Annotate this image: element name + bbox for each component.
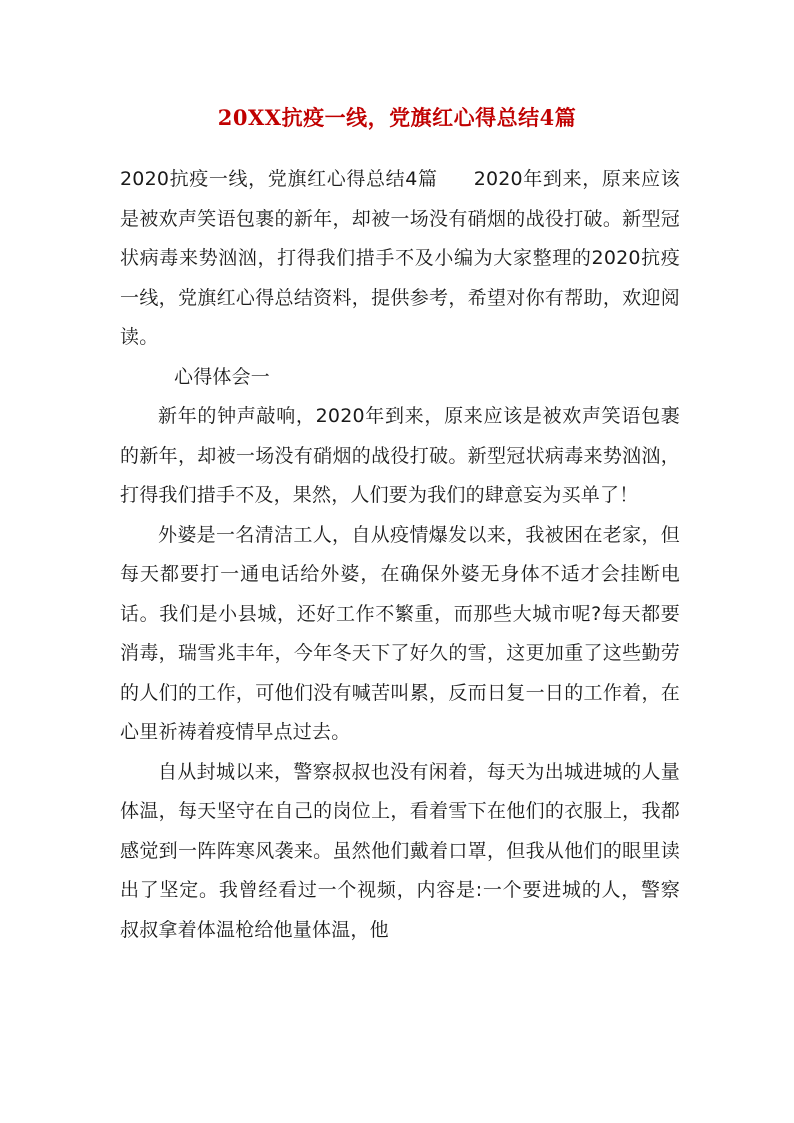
intro-lead-text: 2020抗疫一线，党旗红心得总结4篇 (120, 168, 438, 190)
body-paragraph-3: 自从封城以来，警察叔叔也没有闲着，每天为出城进城的人量体温，每天坚守在自己的岗位上，看着雪下在他们的衣服上，我都感觉到一阵阵寒风袭来。虽然他们戴着口罩，但我从他们的眼里读出了坚定。我曾经看过一个视频，内容是:一个要进城的人，警察叔叔拿着体温枪给他量体温，他 (120, 760, 680, 941)
document-title: 20XX抗疫一线，党旗红心得总结4篇 (217, 105, 577, 130)
document-body (120, 160, 680, 950)
intro-paragraph (120, 160, 680, 358)
body-paragraph-1: 新年的钟声敲响，2020年到来，原来应该是被欢声笑语包裹的新年，却被一场没有硝烟的战役打破。新型冠状病毒来势汹汹，打得我们措手不及，果然，人们要为我们的肆意妄为买单了！ (120, 405, 680, 506)
body-paragraph-2: 外婆是一名清洁工人，自从疫情爆发以来，我被困在老家，但每天都要打一通电话给外婆，在确保外婆无身体不适才会挂断电话。我们是小县城，还好工作不繁重，而那些大城市呢?每天都要消毒，瑞雪兆丰年，今年冬天下了好久的雪，这更加重了这些勤劳的人们的工作，可他们没有喊苦叫累，反而日复一日的工作着，在心里祈祷着疫情早点过去。 (120, 523, 680, 743)
section-heading: 心得体会一 (174, 365, 271, 388)
intro-rest-text: 2020年到来，原来应该是被欢声笑语包裹的新年，却被一场没有硝烟的战役打破。新型冠状病毒来势汹汹，打得我们措手不及小编为大家整理的2020抗疫一线，党旗红心得总结资料，提供参考，希望对你有帮助，欢迎阅读。 (120, 168, 680, 348)
